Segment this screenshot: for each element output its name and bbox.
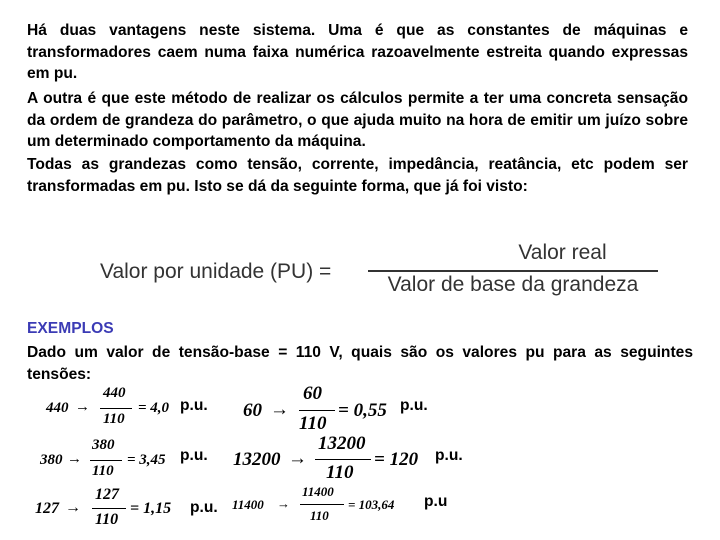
pu-unit-label: p.u. [180,397,208,414]
pu-unit-label: p.u. [435,447,463,464]
example-numerator: 127 [95,486,119,503]
example-denominator: 110 [299,413,327,434]
example-result: = 1,15 [130,500,172,517]
example-input: 127 [35,500,59,517]
example-denominator: 110 [103,411,125,427]
arrow-icon: → [270,399,289,420]
fraction-bar [315,459,371,460]
example-denominator: 110 [310,508,329,523]
example-result: = 3,45 [127,452,166,468]
arrow-icon: → [277,496,290,511]
examples-heading: EXEMPLOS [27,320,114,337]
formula-lhs: Valor por unidade (PU) = [100,260,332,283]
example-denominator: 110 [92,463,114,479]
example-input: 60 [243,400,262,421]
example-denominator: 110 [326,462,354,483]
example-numerator: 60 [303,383,322,404]
example-numerator: 13200 [318,433,366,454]
formula-numerator: Valor real [518,241,607,264]
example-result: = 0,55 [338,400,387,421]
pu-unit-label: p.u. [180,447,208,464]
fraction-bar [92,508,126,509]
arrow-icon: → [65,499,81,516]
example-result: = 103,64 [348,497,395,512]
arrow-icon: → [288,448,307,469]
formula-denominator: Valor de base da grandeza [387,273,639,296]
arrow-icon: → [67,451,82,467]
formula-fraction-bar [368,270,658,272]
fraction-bar [299,410,335,411]
example-input: 380 [40,452,63,468]
example-numerator: 380 [92,437,115,453]
example-denominator: 110 [95,511,119,528]
example-result: = 120 [374,449,419,470]
intro-paragraph-2: A outra é que este método de realizar os cálculos permite a ter uma concreta sensação da ordem de grandeza do parâmetro, o que ajuda muito na hora de emitir um juízo sobre um determinado comportamento da máquina. [27,90,688,151]
example-numerator: 11400 [302,484,334,499]
example-numerator: 440 [103,385,126,401]
intro-paragraph-3: Todas as grandezas como tensão, corrente, impedância, reatância, etc podem ser transformadas em pu. Isto se dá da seguinte forma, que já foi visto: [27,156,688,195]
example-result: = 4,0 [138,400,170,416]
fraction-bar [300,504,344,505]
example-input: 11400 [232,497,264,512]
examples-statement: Dado um valor de tensão-base = 110 V, quais são os valores pu para as seguintes tensões: [27,344,693,383]
example-input: 13200 [233,449,281,470]
arrow-icon: → [75,399,90,415]
example-input: 440 [46,400,69,416]
intro-paragraph-1: Há duas vantagens neste sistema. Uma é que as constantes de máquinas e transformadores caem numa faixa numérica razoavelmente estreita quando expressas em pu. [27,22,688,83]
pu-unit-label: p.u [424,493,448,510]
fraction-bar [90,460,122,461]
fraction-bar [100,408,132,409]
pu-unit-label: p.u. [400,397,428,414]
pu-unit-label: p.u. [190,499,218,516]
